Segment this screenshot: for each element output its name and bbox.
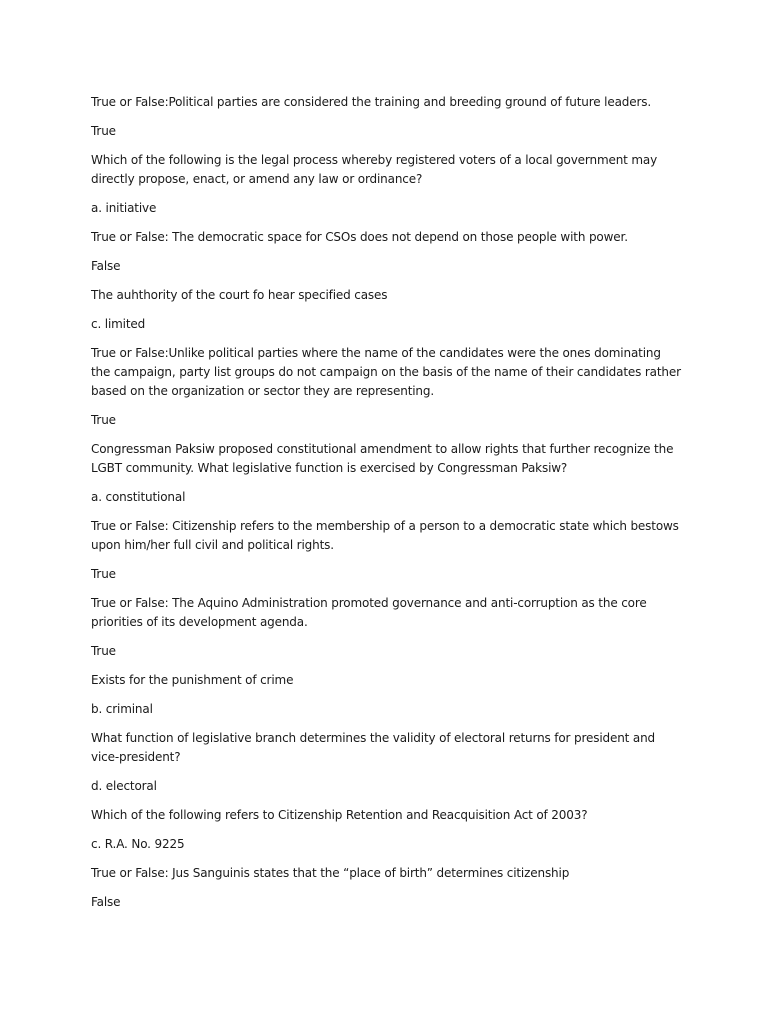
answer-text: b. criminal [91, 702, 153, 716]
answer-text: a. constitutional [91, 490, 186, 504]
answer-text: True [91, 124, 116, 138]
answer-text: False [91, 895, 121, 909]
answer-text: True [91, 567, 116, 581]
question-text: What function of legislative branch determines the validity of electoral returns for president and vice-president? [91, 731, 656, 764]
question-text: Exists for the punishment of crime [91, 673, 294, 687]
question-text: Which of the following is the legal process whereby registered voters of a local government may directly propose, enact, or amend any law or ordinance? [91, 153, 658, 186]
question-text: The auhthority of the court fo hear specified cases [91, 288, 388, 302]
question-text: True or False:Political parties are considered the training and breeding ground of future leaders. [91, 95, 652, 109]
question-text: Congressman Paksiw proposed constitutional amendment to allow rights that further recognize the LGBT community. What legislative function is exercised by Congressman Paksiw? [91, 442, 674, 475]
question-text: True or False: Citizenship refers to the membership of a person to a democratic state which bestows upon him/her full civil and political rights. [91, 519, 679, 552]
answer-text: True [91, 644, 116, 658]
qa-list [91, 93, 681, 922]
answer-text: c. R.A. No. 9225 [91, 837, 185, 851]
answer-text: True [91, 413, 116, 427]
answer-text: c. limited [91, 317, 146, 331]
question-text: True or False: The democratic space for CSOs does not depend on those people with power. [91, 230, 628, 244]
question-text: True or False: The Aquino Administration promoted governance and anti-corruption as the core priorities of its development agenda. [91, 596, 647, 629]
answer-text: False [91, 259, 121, 273]
question-text: True or False: Jus Sanguinis states that the “place of birth” determines citizenship [91, 866, 570, 880]
question-text: True or False:Unlike political parties where the name of the candidates were the ones dominating the campaign, party list groups do not campaign on the basis of the name of their candidates rather based on the organization or sector they are representing. [91, 346, 681, 398]
question-text: Which of the following refers to Citizenship Retention and Reacquisition Act of 2003? [91, 808, 588, 822]
answer-text: d. electoral [91, 779, 157, 793]
answer-text: a. initiative [91, 201, 157, 215]
